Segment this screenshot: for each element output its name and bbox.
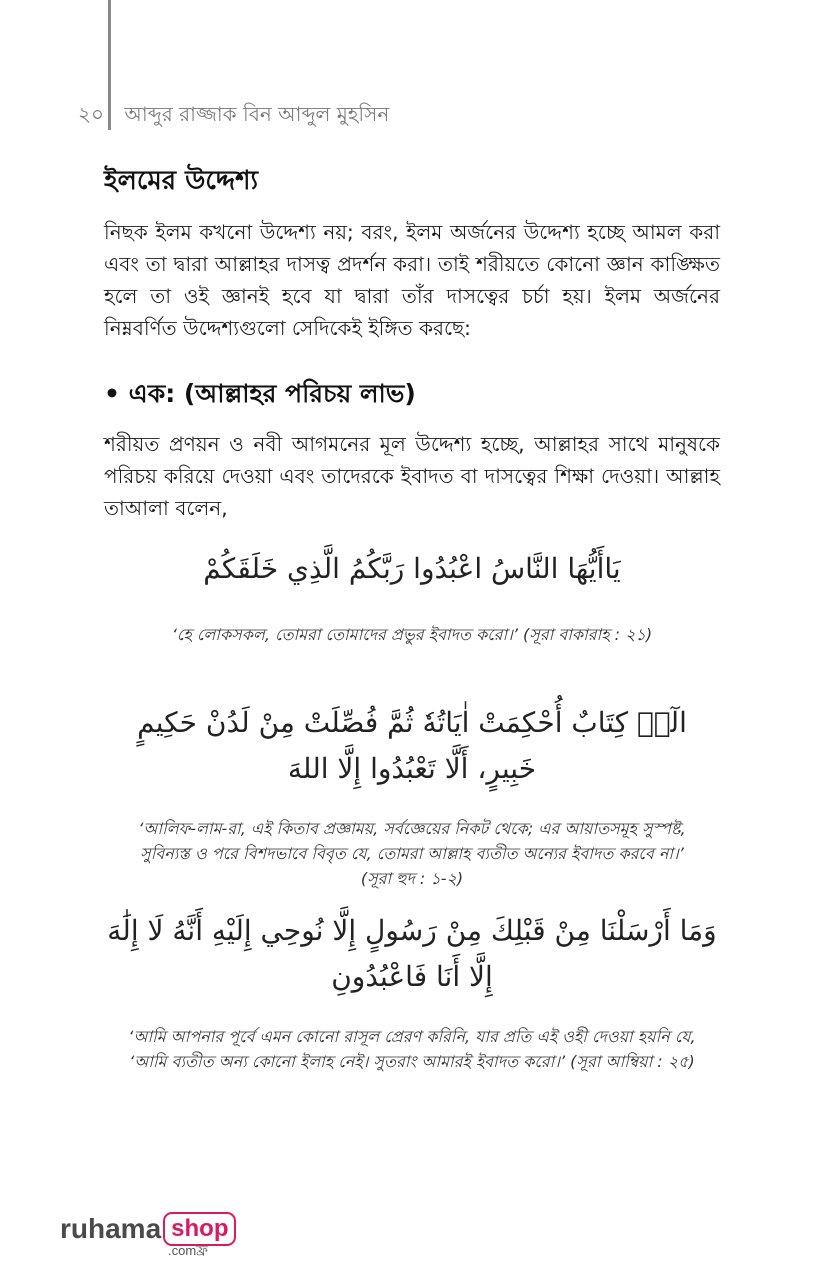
page-number: ২০ xyxy=(78,102,105,126)
logo-text-ruhama: ruhama xyxy=(60,1213,162,1244)
running-header xyxy=(78,100,389,133)
subheading: • এক: (আল্লাহর পরিচয় লাভ) xyxy=(104,379,416,408)
verse-arabic-1: يَاأَيُّهَا النَّاسُ اعْبُدُوا رَبَّكُمُ الَّذِي خَلَقَكُمْ xyxy=(203,552,621,585)
logo-text-shop: shop xyxy=(163,1212,236,1246)
verse-arabic-2: الٓرۚ كِتَابٌ أُحْكِمَتْ اٰيَاتُهٗ ثُمَّ فُصِّلَتْ مِنْ لَدُنْ حَكِيمٍ خَبِيرٍ، أَلَّا تَعْبُدُوا إِلَّا اللهَ xyxy=(137,706,687,785)
verse-translation-3: ‘আমি আপনার পূর্বে এমন কোনো রাসূল প্রেরণ করিনি, যার প্রতি এই ওহী দেওয়া হয়নি যে, ‘আমি ব্যতীত অন্য কোনো ইলাহ নেই। সুতরাং আমারই ইবাদত করো।’ (সূরা আম্বিয়া : ২৫) xyxy=(128,1027,696,1071)
subheading-paragraph: শরীয়ত প্রণয়ন ও নবী আগমনের মূল উদ্দেশ্য হচ্ছে, আল্লাহর সাথে মানুষকে পরিচয় করিয়ে দেওয়া এবং তাদেরকে ইবাদত বা দাসত্বের শিক্ষা দেওয়া। আল্লাহ তাআলা বলেন, xyxy=(104,432,720,520)
section-title: ইলমের উদ্দেশ্য xyxy=(104,166,258,196)
logo-text-domain: .comফ্র xyxy=(168,1243,208,1258)
verse-arabic-3: وَمَا أَرْسَلْنَا مِنْ قَبْلِكَ مِنْ رَسُولٍ إِلَّا نُوحِي إِلَيْهِ أَنَّهُ لَا إِلَٰهَ إِلَّا أَنَا فَاعْبُدُونِ xyxy=(107,914,717,993)
book-author: আব্দুর রাজ্জাক বিন আব্দুল মুহসিন xyxy=(124,102,390,126)
verse-translation-1: ‘হে লোকসকল, তোমরা তোমাদের প্রভুর ইবাদত করো।’ (সূরা বাকারাহ : ২১) xyxy=(171,625,653,644)
ruhamashop-logo xyxy=(60,1212,236,1258)
verse-translation-2: ‘আলিফ-লাম-রা, এই কিতাব প্রজ্ঞাময়, সর্বজ্ঞেয়ের নিকট থেকে; এর আয়াতসমূহ সুস্পষ্ট, সুবিন্যস্ত ও পরে বিশদভাবে বিবৃত যে, তোমরা আল্লাহ ব্যতীত অন্যের ইবাদত করবে না।’ (সূরা হুদ : ১-২) xyxy=(138,819,686,888)
intro-paragraph: নিছক ইলম কখনো উদ্দেশ্য নয়; বরং, ইলম অর্জনের উদ্দেশ্য হচ্ছে আমল করা এবং তা দ্বারা আল্লাহর দাসত্ব প্রদর্শন করা। তাই শরীয়তে কোনো জ্ঞান কাঙ্ক্ষিত হলে তা ওই জ্ঞানই হবে যা দ্বারা তাঁর দাসত্বের চর্চা হয়। ইলম অর্জনের নিম্নবর্ণিত উদ্দেশ্যগুলো সেদিকেই ইঙ্গিত করছে: xyxy=(104,220,720,340)
